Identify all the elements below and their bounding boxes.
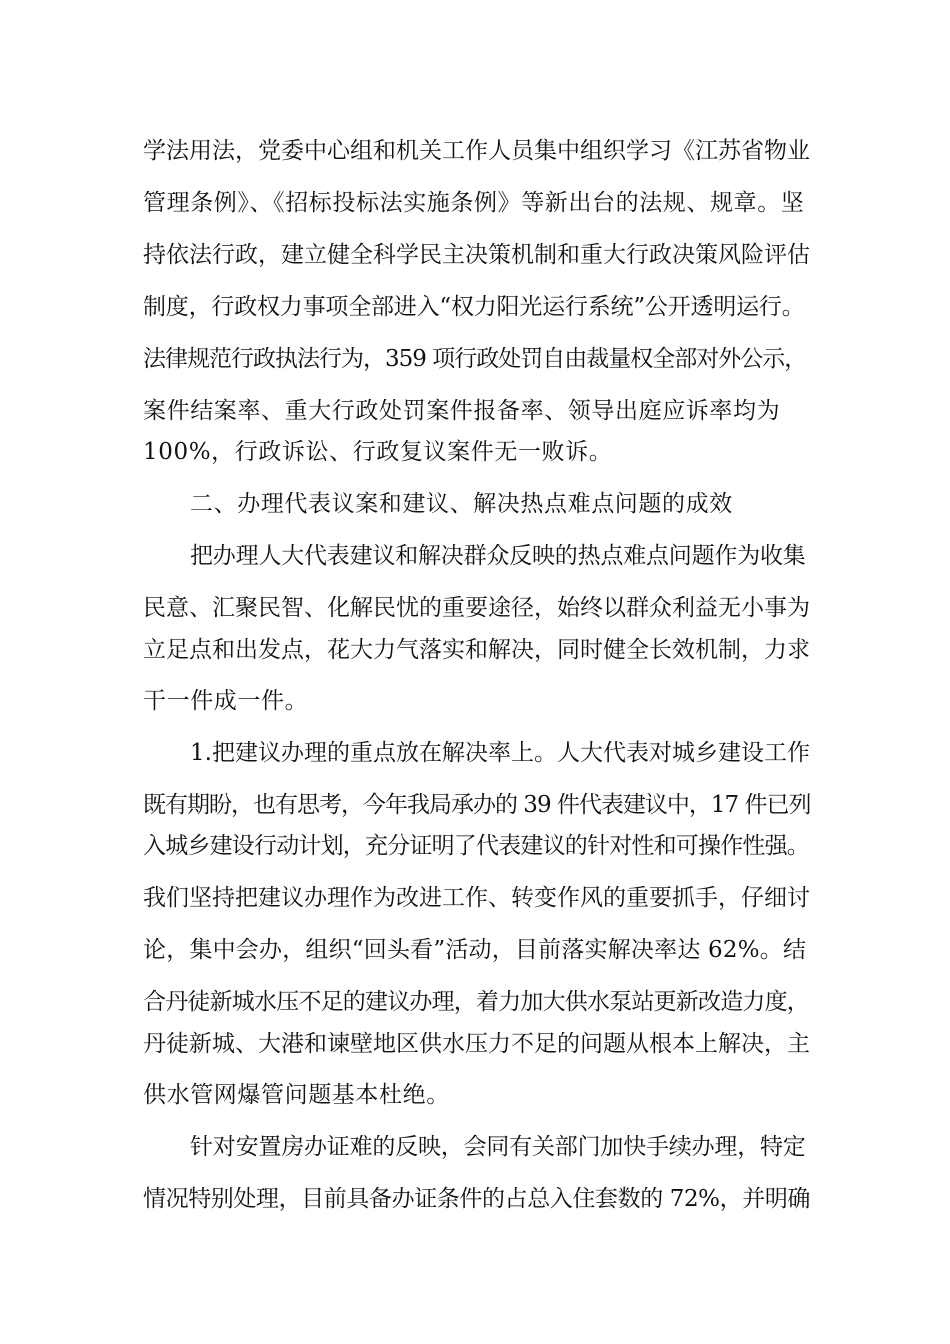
paragraph-line: 100%，行政诉讼、行政复议案件无一败诉。 [143, 439, 613, 465]
paragraph-line: 我们坚持把建议办理作为改进工作、转变作风的重要抓手，仔细讨 [143, 885, 810, 911]
paragraph-line: 法律规范行政执法行为，359 项行政处罚自由裁量权全部对外公示， [143, 346, 807, 372]
paragraph-line: 合丹徒新城水压不足的建议办理，着力加大供水泵站更新改造力度， [143, 989, 810, 1015]
paragraph-line: 制度，行政权力事项全部进入“权力阳光运行系统”公开透明运行。 [143, 294, 805, 320]
paragraph-line: 情况特别处理，目前具备办证条件的占总入住套数的 72%，并明确 [143, 1186, 811, 1212]
paragraph-line: 供水管网爆管问题基本杜绝。 [143, 1082, 450, 1108]
paragraph-line: 针对安置房办证难的反映，会同有关部门加快手续办理，特定 [190, 1134, 806, 1160]
paragraph-line: 既有期盼，也有思考，今年我局承办的 39 件代表建议中，17 件已列 [143, 792, 811, 818]
paragraph-line: 入城乡建设行动计划，充分证明了代表建议的针对性和可操作性强。 [143, 833, 810, 859]
paragraph-line: 干一件成一件。 [143, 688, 309, 714]
paragraph-line: 学法用法，党委中心组和机关工作人员集中组织学习《江苏省物业 [143, 138, 810, 164]
paragraph-line: 民意、汇聚民智、化解民忧的重要途径，始终以群众利益无小事为 [143, 595, 810, 621]
paragraph-line: 论，集中会办，组织“回头看”活动，目前落实解决率达 62%。结 [143, 937, 807, 963]
paragraph-line: 管理条例》、《招标投标法实施条例》等新出台的法规、规章。坚 [143, 190, 805, 216]
paragraph-line: 立足点和出发点，花大力气落实和解决，同时健全长效机制，力求 [143, 637, 810, 663]
paragraph-line: 案件结案率、重大行政处罚案件报备率、领导出庭应诉率均为 [143, 398, 781, 424]
paragraph-line: 把办理人大代表建议和解决群众反映的热点难点问题作为收集 [190, 543, 806, 569]
paragraph-line: 丹徒新城、大港和谏壁地区供水压力不足的问题从根本上解决，主 [143, 1031, 810, 1057]
section-heading: 二、办理代表议案和建议、解决热点难点问题的成效 [190, 491, 733, 517]
paragraph-line: 持依法行政，建立健全科学民主决策机制和重大行政决策风险评估 [143, 242, 810, 268]
paragraph-line: 1.把建议办理的重点放在解决率上。人大代表对城乡建设工作 [190, 740, 810, 766]
